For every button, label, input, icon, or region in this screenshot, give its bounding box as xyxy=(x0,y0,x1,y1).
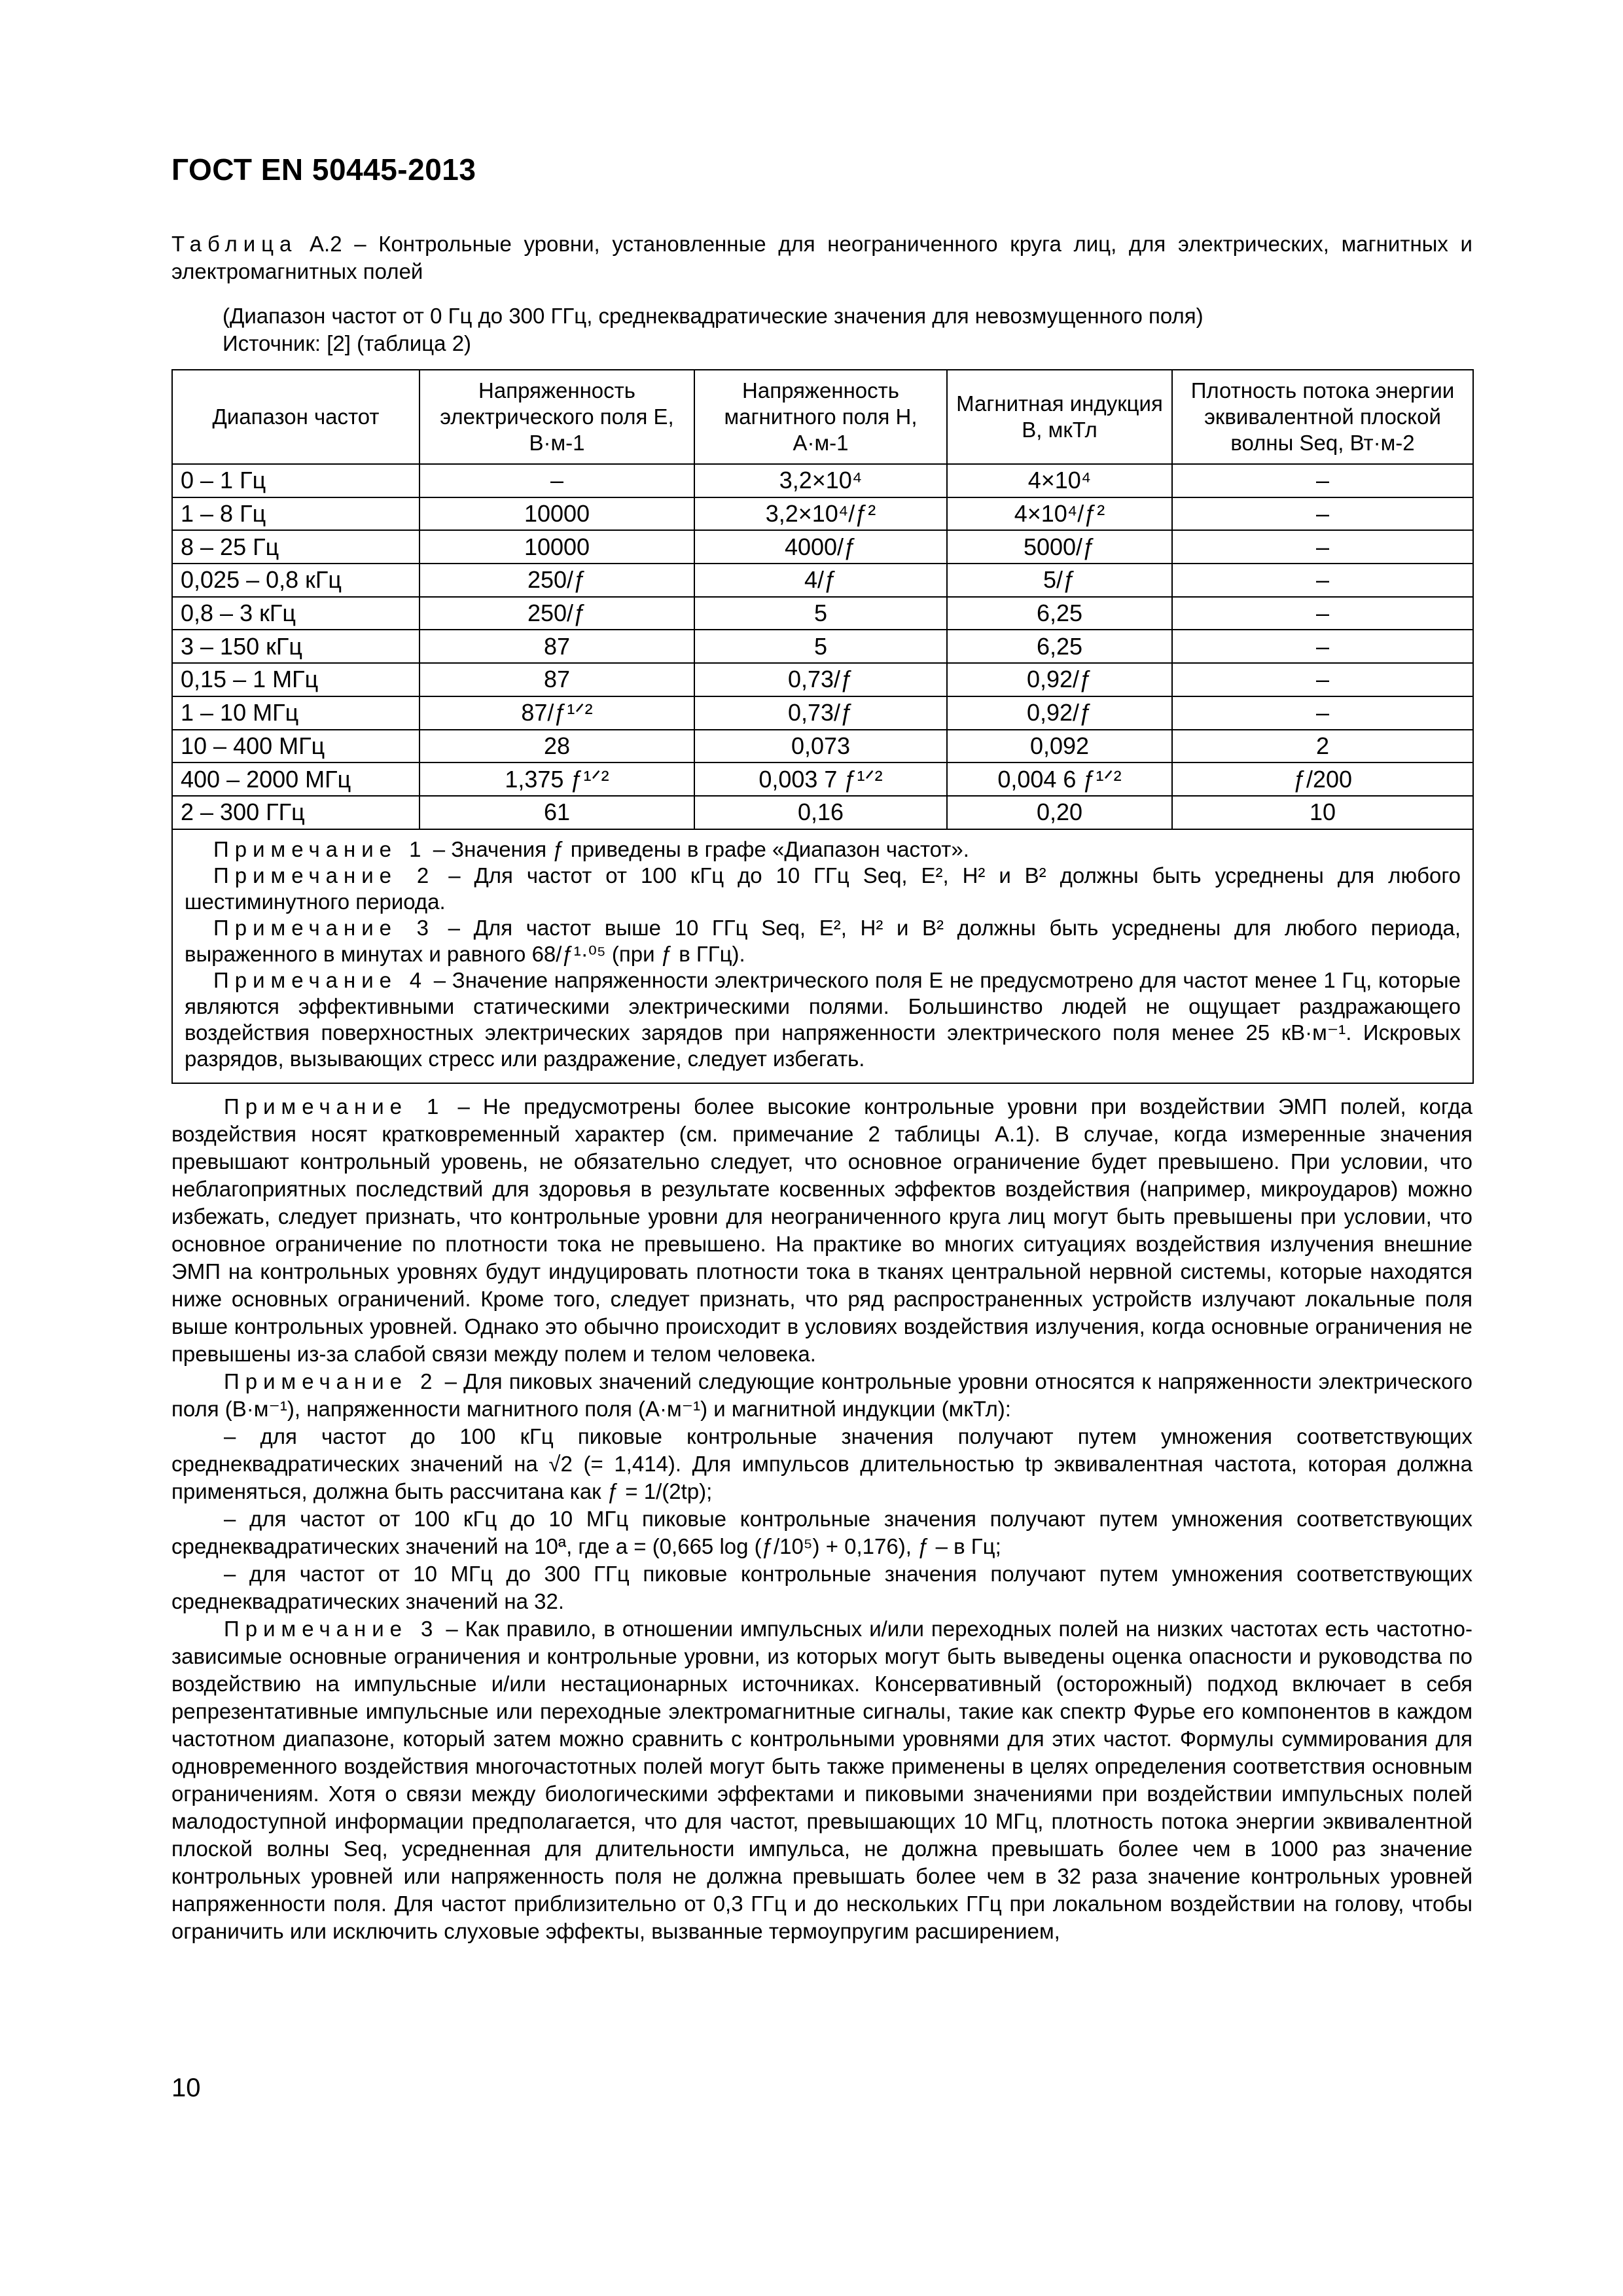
paragraph-text: – для частот от 10 МГц до 300 ГГц пиковые контрольные значения получают путем умножения соответствующих среднеквадратических значений на 32. xyxy=(171,1562,1472,1613)
table-cell: 1 – 10 МГц xyxy=(172,696,419,730)
table-cell: 3 – 150 кГц xyxy=(172,630,419,663)
table-notes xyxy=(172,829,1473,1083)
table-cell: 0,004 6 ƒ¹ᐟ² xyxy=(947,762,1172,796)
body-paragraph xyxy=(171,1560,1472,1615)
table-cell: – xyxy=(1172,630,1473,663)
note-label: Примечание 2 xyxy=(224,1369,438,1393)
note-label: Примечание 3 xyxy=(224,1617,439,1641)
body-paragraph xyxy=(171,1615,1472,1945)
table-caption xyxy=(171,230,1472,285)
paragraph-text: – для частот до 100 кГц пиковые контрольные значения получают путем умножения соответствующих среднеквадратических значений на √2 (= 1,414). Для импульсов длительностью tp эквивалентная частота, которая должна применяться, должна быть рассчитана как ƒ = 1/(2tp); xyxy=(171,1424,1472,1503)
table-cell: 87 xyxy=(419,630,694,663)
note-text: – Для частот выше 10 ГГц Seq, E², H² и B² должны быть усреднены для любого периода, выраженного в минутах и равного 68/ƒ¹·⁰⁵ (при ƒ в ГГц). xyxy=(185,915,1461,966)
note-label: Примечание 1 xyxy=(224,1094,445,1119)
table-cell: 61 xyxy=(419,796,694,829)
table-cell: 87/ƒ¹ᐟ² xyxy=(419,696,694,730)
table-note xyxy=(185,967,1461,1072)
table-row xyxy=(172,762,1473,796)
table-cell: 0,15 – 1 МГц xyxy=(172,663,419,696)
paragraph-text: – для частот от 100 кГц до 10 МГц пиковые контрольные значения получают путем умножения соответствующих среднеквадратических значений на 10ª, где a = (0,665 log (ƒ/10⁵) + 0,176), ƒ – в Гц; xyxy=(171,1507,1472,1558)
table-cell: 0,73/ƒ xyxy=(694,663,947,696)
table-cell: 0,025 – 0,8 кГц xyxy=(172,564,419,597)
table-cell: 0,073 xyxy=(694,730,947,763)
paragraph-text: – Как правило, в отношении импульсных и/или переходных полей на низких частотах есть частотно-зависимые основные ограничения и контрольные уровни, из которых могут быть выведены оценка опасности и руководства по воздействию на импульсные и/или нестационарных источниках. Консервативный (осторожный) подход включает в себя репрезентативные импульсные или переходные электромагнитные сигналы, такие как спектр Фурье его компонентов в каждом частотном диапазоне, который затем можно сравнить с контрольными уровнями для этих частот. Формулы суммирования для одновременного воздействия многочастотных полей могут быть также применены в целях определения соответствия основным ограничениям. Хотя о связи между биологическими эффектами и пиковыми значениями при воздействии импульсных полей малодоступной информации предполагается, что для частот, превышающих 10 МГц, плотность потока энергии эквивалентной плоской волны Seq, усредненная для длительности импульса, не должна превышать более чем в 1000 раз значение контрольных уровней или напряженность поля не должна превышать более чем в 32 раза значение контрольных уровней напряженности поля. Для частот приблизительно от 0,3 ГГц и до нескольких ГГц при локальном воздействии на голову, чтобы ограничить или исключить слуховые эффекты, вызванные термоупругим расширением, xyxy=(171,1617,1472,1943)
table-cell: 3,2×10⁴ xyxy=(694,464,947,497)
header-cell: Плотность потока энергии эквивалентной плоской волны Seq, Вт·м-2 xyxy=(1172,370,1473,464)
table-row xyxy=(172,696,1473,730)
reference-levels-table xyxy=(171,369,1474,1084)
table-row xyxy=(172,464,1473,497)
table-cell: – xyxy=(1172,497,1473,531)
table-cell: 2 – 300 ГГц xyxy=(172,796,419,829)
note-label: Примечание 1 xyxy=(213,836,427,861)
paragraph-text: – Для пиковых значений следующие контрольные уровни относятся к напряженности электрического поля (В·м⁻¹), напряженности магнитного поля (А·м⁻¹) и магнитной индукции (мкТл): xyxy=(171,1369,1472,1421)
table-cell: 4/ƒ xyxy=(694,564,947,597)
table-cell: 2 xyxy=(1172,730,1473,763)
table-cell: 4000/ƒ xyxy=(694,530,947,564)
table-cell: 1 – 8 Гц xyxy=(172,497,419,531)
table-cell: ƒ/200 xyxy=(1172,762,1473,796)
table-cell: – xyxy=(1172,696,1473,730)
table-row xyxy=(172,564,1473,597)
note-label: Примечание 4 xyxy=(213,967,428,992)
paragraph-text: – Не предусмотрены более высокие контрольные уровни при воздействии ЭМП полей, когда воздействия носят кратковременный характер (см. примечание 2 таблицы А.1). В случае, когда измеренные значения превышают контрольный уровень, не обязательно следует, что основное ограничение будет превышено. При условии, что неблагоприятных последствий для здоровья в результате косвенных эффектов воздействия (например, микроударов) можно избежать, следует признать, что контрольные уровни для неограниченного круга лиц могут быть превышены при условии, что основное ограничение по плотности тока не превышено. На практике во многих ситуациях воздействия излучения внешние ЭМП на контрольных уровнях будут индуцировать плотности тока в тканях центральной нервной системы, которые находятся ниже основных ограничений. Кроме того, следует признать, что ряд распространенных устройств излучают локальные поля выше контрольных уровней. Однако это обычно происходит в условиях воздействия излучения, когда основные ограничения не превышены из-за слабой связи между полем и телом человека. xyxy=(171,1094,1473,1366)
header-cell: Магнитная индукция B, мкТл xyxy=(947,370,1172,464)
header-cell: Напряженность магнитного поля H, А·м-1 xyxy=(694,370,947,464)
table-cell: 6,25 xyxy=(947,597,1172,630)
subcaption-line-1: (Диапазон частот от 0 Гц до 300 ГГц, среднеквадратические значения для невозмущенного поля) xyxy=(223,304,1204,328)
table-cell: 0,8 – 3 кГц xyxy=(172,597,419,630)
table-cell: 0,20 xyxy=(947,796,1172,829)
table-cell: 5/ƒ xyxy=(947,564,1172,597)
header-cell: Напряженность электрического поля E, В·м-1 xyxy=(419,370,694,464)
table-cell: 3,2×10⁴/ƒ² xyxy=(694,497,947,531)
table-cell: 4×10⁴ xyxy=(947,464,1172,497)
table-cell: 250/ƒ xyxy=(419,597,694,630)
table-row xyxy=(172,630,1473,663)
table-cell: 0,73/ƒ xyxy=(694,696,947,730)
table-cell: 28 xyxy=(419,730,694,763)
page-number: 10 xyxy=(171,2073,201,2102)
note-text: – Значение напряженности электрического поля E не предусмотрено для частот менее 1 Гц, которые являются эффективными статическими электрическими полями. Большинство людей не ощущает раздражающего воздействия поверхностных электрических зарядов при напряженности электрического поля менее 25 кВ·м⁻¹. Искровых разрядов, вызывающих стресс или раздражение, следует избегать. xyxy=(185,967,1461,1071)
table-cell: 0,92/ƒ xyxy=(947,663,1172,696)
table-cell: 87 xyxy=(419,663,694,696)
table-cell: 10000 xyxy=(419,530,694,564)
table-cell: – xyxy=(1172,530,1473,564)
table-cell: 10 – 400 МГц xyxy=(172,730,419,763)
table-cell: 250/ƒ xyxy=(419,564,694,597)
table-cell: 0,16 xyxy=(694,796,947,829)
body-paragraph xyxy=(171,1093,1472,1368)
table-cell: 8 – 25 Гц xyxy=(172,530,419,564)
document-header: ГОСТ EN 50445-2013 xyxy=(171,152,476,187)
body-paragraph xyxy=(171,1423,1472,1505)
table-row xyxy=(172,730,1473,763)
table-cell: 5 xyxy=(694,630,947,663)
table-cell: 0,092 xyxy=(947,730,1172,763)
note-label: Примечание 3 xyxy=(213,915,435,940)
table-cell: 5 xyxy=(694,597,947,630)
table-cell: – xyxy=(1172,564,1473,597)
table-cell: 0 – 1 Гц xyxy=(172,464,419,497)
table-row xyxy=(172,497,1473,531)
table-cell: – xyxy=(1172,464,1473,497)
table-cell: 0,92/ƒ xyxy=(947,696,1172,730)
table-row xyxy=(172,597,1473,630)
table-cell: – xyxy=(1172,663,1473,696)
table-cell: 10 xyxy=(1172,796,1473,829)
table-subcaption xyxy=(223,302,1472,357)
table-notes-row xyxy=(172,829,1473,1083)
table-cell: 0,003 7 ƒ¹ᐟ² xyxy=(694,762,947,796)
header-cell: Диапазон частот xyxy=(172,370,419,464)
table-cell: – xyxy=(419,464,694,497)
body-paragraph xyxy=(171,1368,1472,1423)
caption-text: А.2 – Контрольные уровни, установленные для неограниченного круга лиц, для электрических, магнитных и электромагнитных полей xyxy=(171,232,1472,283)
table-row xyxy=(172,530,1473,564)
note-text: – Значения ƒ приведены в графе «Диапазон частот». xyxy=(427,836,969,861)
table-cell: 5000/ƒ xyxy=(947,530,1172,564)
note-text: – Для частот от 100 кГц до 10 ГГц Seq, E², H² и B² должны быть усреднены для любого шестиминутного периода. xyxy=(185,863,1461,914)
table-cell: 1,375 ƒ¹ᐟ² xyxy=(419,762,694,796)
table-cell: 6,25 xyxy=(947,630,1172,663)
body-text xyxy=(171,1093,1472,1945)
table-row xyxy=(172,663,1473,696)
table-cell: – xyxy=(1172,597,1473,630)
table-cell: 400 – 2000 МГц xyxy=(172,762,419,796)
body-paragraph xyxy=(171,1505,1472,1560)
table-note xyxy=(185,836,1461,863)
caption-label: Таблица xyxy=(171,232,298,256)
subcaption-line-2: Источник: [2] (таблица 2) xyxy=(223,331,472,355)
table-header-row xyxy=(172,370,1473,464)
table-row xyxy=(172,796,1473,829)
table-note xyxy=(185,915,1461,967)
table-cell: 4×10⁴/ƒ² xyxy=(947,497,1172,531)
table-note xyxy=(185,863,1461,915)
note-label: Примечание 2 xyxy=(213,863,435,888)
table-cell: 10000 xyxy=(419,497,694,531)
